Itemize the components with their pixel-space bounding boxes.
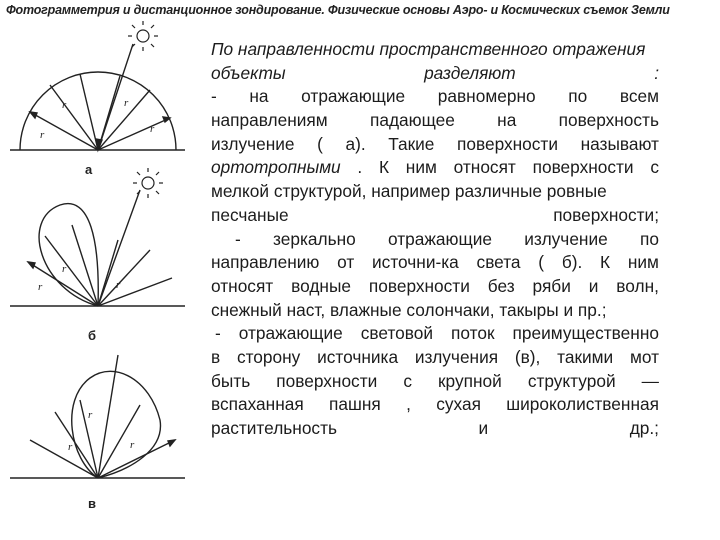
text-line (211, 62, 659, 86)
text-line (211, 228, 659, 252)
ray-label: r (150, 123, 155, 135)
text-word: ( (538, 252, 545, 273)
text-word: поверхности (457, 133, 558, 154)
text-word: пашня (329, 394, 381, 415)
text-word: направлениям (211, 110, 328, 131)
text-word: и (588, 275, 599, 296)
text-word: б). (561, 252, 583, 273)
text-word: и (478, 418, 489, 438)
text-word: источника (317, 346, 399, 367)
text-word: с (650, 157, 659, 178)
text-word: отражающие (301, 86, 406, 107)
text-word: быть (211, 370, 251, 391)
text-word: излучение (211, 133, 295, 154)
text-word: - (215, 323, 221, 344)
text-word: поверхности (532, 157, 634, 178)
text-word: источни-ка (372, 252, 459, 273)
ray-label: r (124, 97, 129, 109)
text-word: такими (557, 346, 614, 367)
text-word: поток (451, 323, 495, 344)
sun-icon-b (133, 168, 163, 198)
text-line (211, 204, 659, 228)
text-word: песчаные (211, 204, 289, 225)
text-word: поверхности (276, 370, 378, 391)
text-word: падающее (369, 110, 455, 131)
text-word: крупной (437, 370, 502, 391)
text-word: излучение (524, 228, 608, 249)
text-line (211, 393, 659, 417)
text-word: ( (317, 133, 323, 154)
ray-label: r (38, 281, 43, 293)
text-word: растительность (211, 418, 337, 438)
text-word: поверхности (368, 275, 470, 296)
ray-label: r (68, 441, 73, 453)
text-word: ортотропными (211, 157, 341, 178)
text-word: по (568, 86, 588, 107)
text-word: ряби (532, 275, 571, 296)
text-word: волн, (616, 275, 659, 296)
text-word: поверхности; (553, 204, 659, 225)
text-word: отражающие (238, 323, 343, 344)
sun-icon-a (128, 21, 158, 51)
ray-label: r (130, 439, 135, 451)
text-word: называют (580, 133, 659, 154)
text-line: мелкой структурой, например различные ровные (211, 181, 607, 202)
text-word: световой (360, 323, 434, 344)
figure-c-label: в (88, 496, 96, 511)
text-line: По направленности пространственного отражения (211, 39, 646, 59)
text-word: К (378, 157, 390, 178)
text-word: мот (629, 346, 659, 367)
text-word: широколиственная (506, 394, 659, 415)
text-word: по (639, 228, 659, 249)
text-word: сухая (436, 394, 481, 415)
text-word: света (476, 252, 521, 273)
text-word: направлению (211, 252, 320, 273)
text-word: в (211, 346, 221, 367)
text-word: относят (211, 275, 274, 296)
text-line (211, 156, 659, 180)
figure-b-label: б (88, 328, 97, 343)
text-word: Такие (388, 133, 435, 154)
text-word: К (600, 252, 611, 273)
text-line: снежный наст, влажные солончаки, такыры и пр.; (211, 299, 607, 320)
text-word: без (487, 275, 515, 296)
text-line (211, 133, 659, 157)
text-word: — (641, 370, 659, 391)
text-word: вспаханная (211, 394, 304, 415)
text-word: сторону (236, 346, 301, 367)
text-word: : (654, 62, 659, 83)
text-word: излучения (414, 346, 499, 367)
text-word: отражающие (387, 228, 492, 249)
text-line (211, 85, 659, 109)
text-word: относят (453, 157, 516, 178)
text-word: - (235, 228, 241, 249)
text-word: а). (345, 133, 366, 154)
ray-label: r (40, 129, 45, 141)
text-word: на (249, 86, 269, 107)
page-header: Фотограмметрия и дистанционное зондирование. Физические основы Аэро- и Космических съемок Земли (6, 3, 670, 17)
text-word: . (357, 157, 363, 178)
text-word: - (211, 86, 217, 107)
text-word: (в), (514, 346, 541, 367)
figure-a-orthotropic-diagram (0, 0, 205, 540)
text-line (211, 346, 659, 370)
text-line (211, 417, 659, 441)
text-word: на (497, 110, 517, 131)
text-line (211, 109, 659, 133)
figure-a-label: а (85, 162, 93, 177)
ray-label: r (116, 279, 121, 291)
indicatrix-b (39, 204, 98, 306)
text-word: преимущественно (512, 323, 659, 344)
text-word: разделяют (424, 62, 516, 83)
text-word: поверхность (558, 110, 659, 131)
text-line (211, 370, 659, 394)
text-word: зеркально (273, 228, 356, 249)
text-word: ним (627, 252, 659, 273)
text-word: от (337, 252, 355, 273)
text-word: др.; (629, 418, 659, 438)
text-word: ним (405, 157, 437, 178)
body-text (211, 38, 659, 441)
text-word: с (403, 370, 412, 391)
text-line (211, 251, 659, 275)
text-word: , (406, 394, 411, 415)
text-line (211, 275, 659, 299)
ray-label: r (62, 263, 67, 275)
text-line (211, 322, 659, 346)
text-word: водные (291, 275, 351, 296)
text-word: объекты (211, 62, 286, 83)
text-word: структурой (527, 370, 616, 391)
ray-label: r (88, 409, 93, 421)
text-word: всем (619, 86, 659, 107)
ray-label: r (62, 99, 67, 111)
text-word: равномерно (437, 86, 536, 107)
